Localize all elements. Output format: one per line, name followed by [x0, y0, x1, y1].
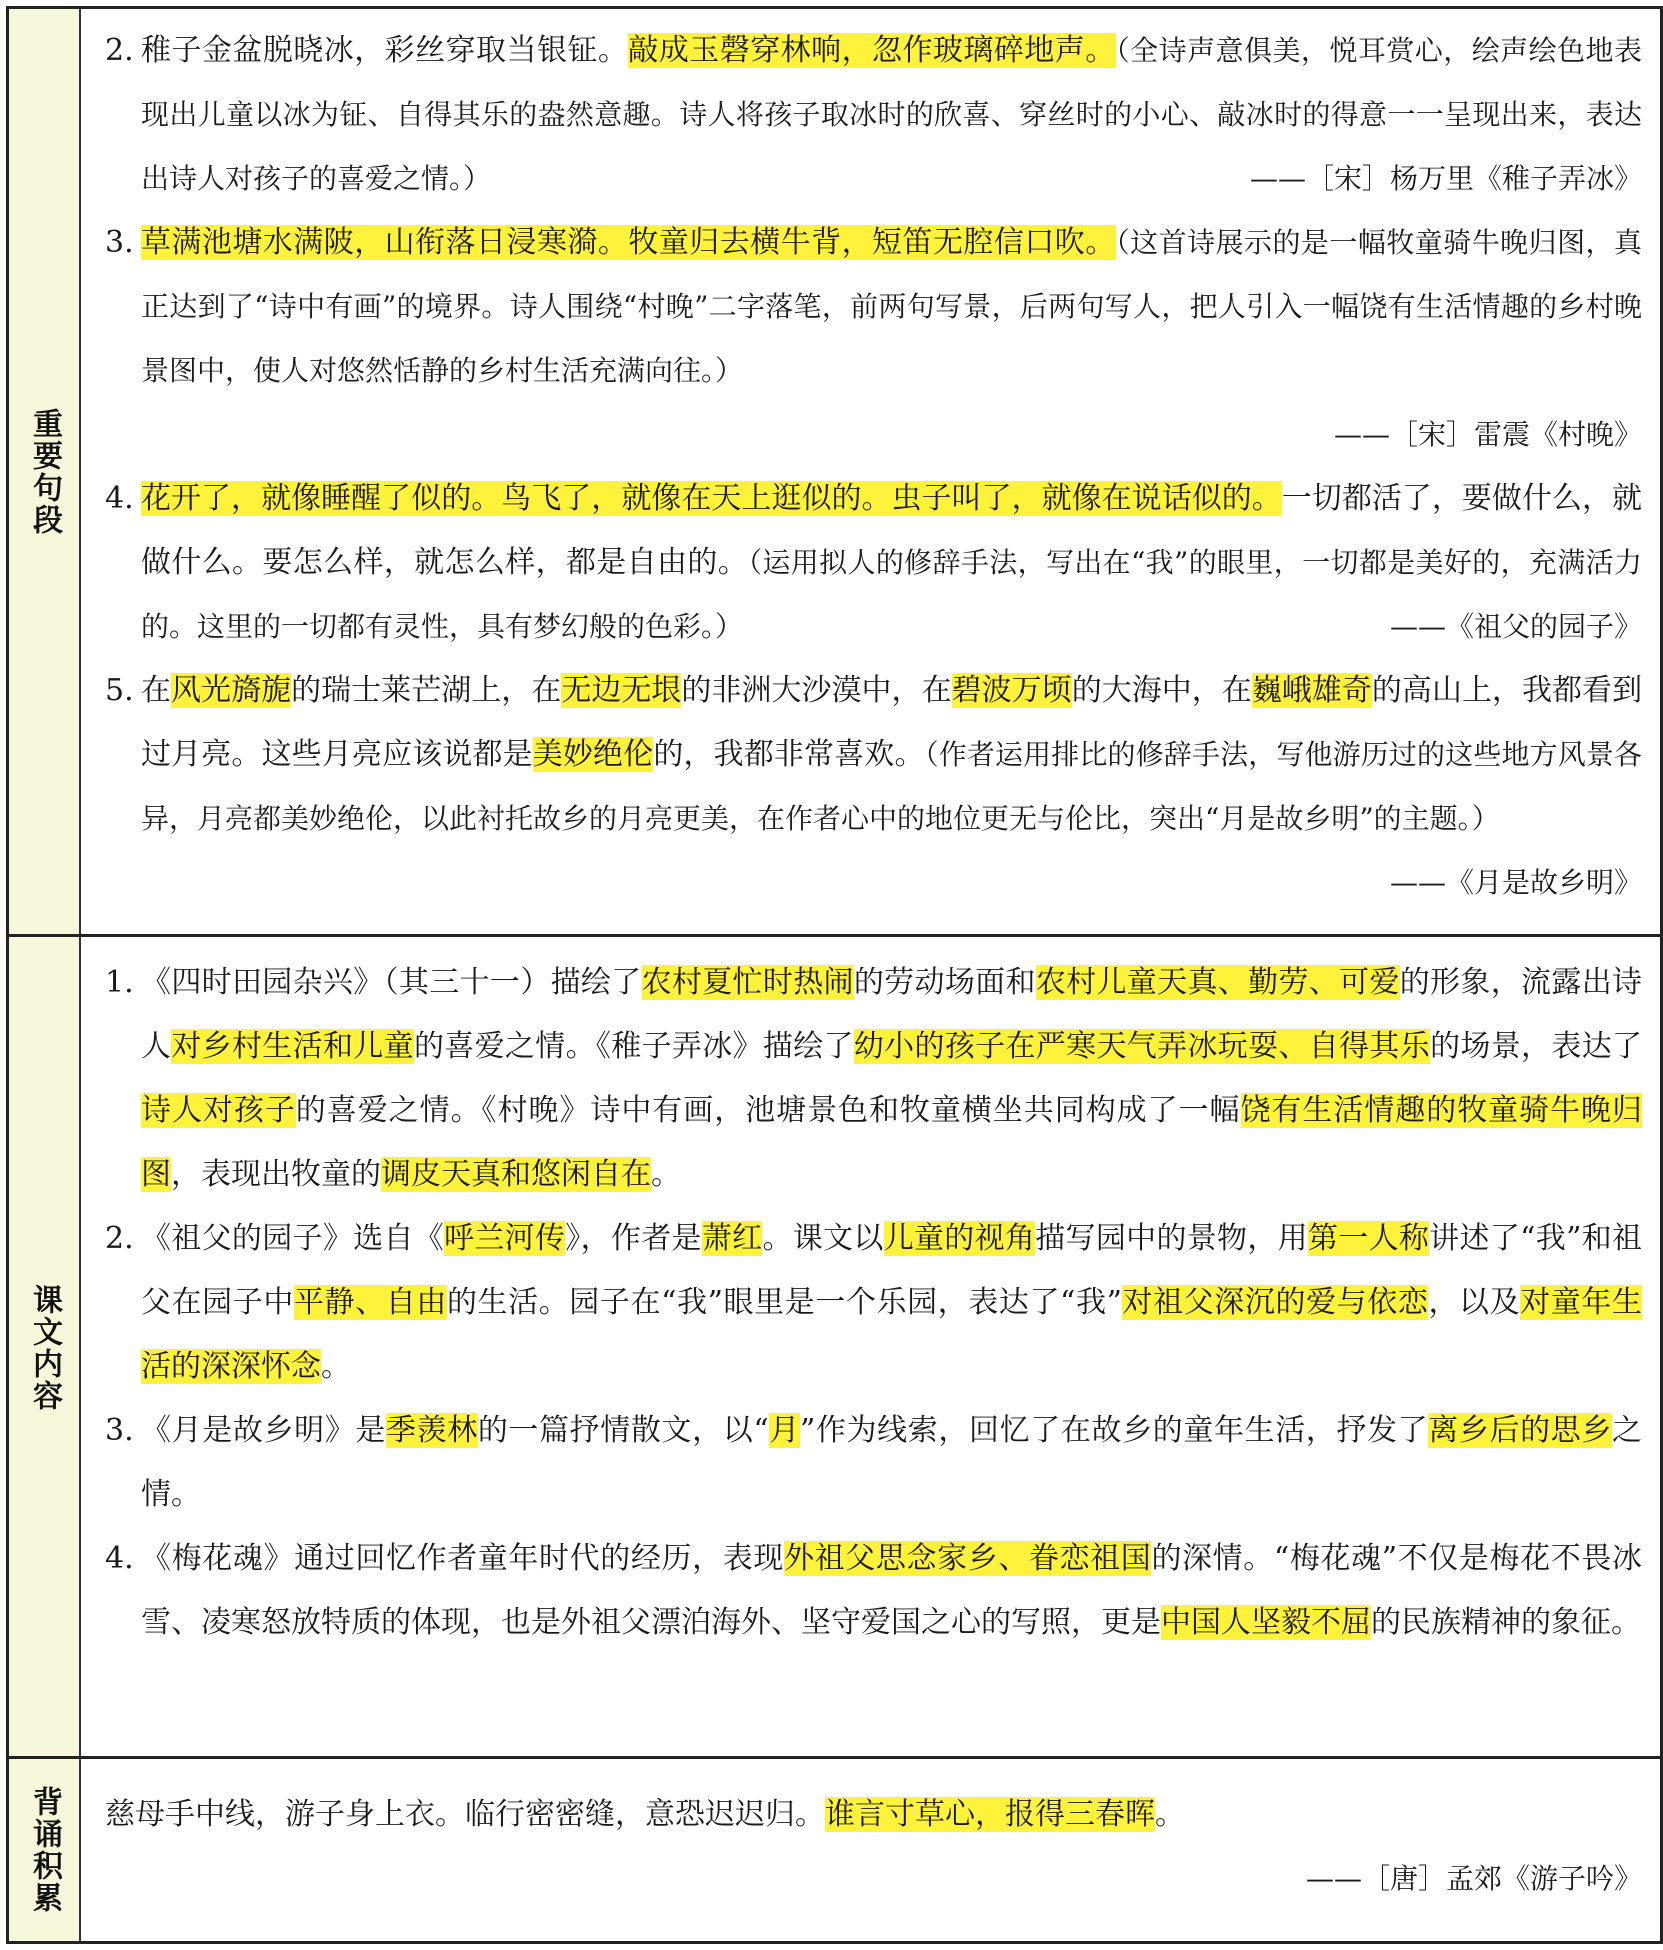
highlighted-text: 诗人对孩子	[141, 1093, 296, 1128]
list-item	[105, 1207, 1642, 1399]
section-label-text: 课文内容	[27, 1284, 62, 1412]
source-citation: ——《月是故乡明》	[1389, 866, 1642, 899]
source-citation: ——［宋］雷震《村晚》	[1333, 418, 1642, 451]
body-text: ，以及	[1428, 1285, 1521, 1320]
body-text: 慈母手中线，游子身上衣。临行密密缝，意恐迟迟归。	[105, 1797, 825, 1832]
source-citation: ——［宋］杨万里《稚子弄冰》	[1249, 162, 1642, 195]
list-item	[105, 1399, 1642, 1527]
highlighted-text: 巍峨雄奇	[1251, 673, 1372, 708]
body-text: 描写园中的景物，用	[1035, 1221, 1308, 1256]
body-text: 。课文以	[762, 1221, 884, 1256]
section-label	[9, 1759, 81, 1941]
body-text: ，表现出牧童的	[171, 1157, 381, 1192]
section-label-text: 重要句段	[27, 407, 62, 536]
body-text: ”作为线索，回忆了在故乡的童年生活，抒发了	[799, 1413, 1429, 1448]
item-number: 1.	[105, 965, 134, 1000]
highlighted-text: 季羡林	[385, 1413, 478, 1448]
highlighted-text: 饶有生活情趣的牧童骑牛晚归图	[141, 1093, 1643, 1192]
body-text: 。	[321, 1349, 351, 1384]
highlighted-text: 外祖父思念家乡、眷恋祖国	[784, 1541, 1152, 1576]
highlighted-text: 月	[768, 1413, 800, 1448]
section-recitation	[9, 1756, 1660, 1941]
highlighted-text: 调皮天真和悠闲自在	[381, 1157, 651, 1192]
body-text: 》，作者是	[565, 1221, 702, 1256]
list-item	[105, 659, 1642, 915]
section-label	[9, 9, 81, 934]
item-number: 4.	[105, 1541, 134, 1576]
highlighted-text: 谁言寸草心，报得三春晖	[825, 1797, 1155, 1832]
body-text: 的民族精神的象征。	[1371, 1605, 1641, 1640]
highlighted-text: 对乡村生活和儿童	[171, 1029, 414, 1064]
body-text: 稚子金盆脱晓冰，彩丝穿取当银钲。	[141, 33, 629, 68]
highlighted-text: 无边无垠	[561, 673, 682, 708]
highlighted-text: 农村儿童天真、勤劳、可爱	[1035, 965, 1400, 1000]
item-number: 4.	[105, 481, 134, 516]
body-text: 的，我都非常喜欢。	[653, 737, 925, 772]
body-text: 。	[1155, 1797, 1185, 1832]
list-item	[105, 211, 1642, 467]
body-text: 一切都活了，要做什么，就做什么。要怎么样，就怎么样，都是自由的。	[141, 481, 1643, 580]
list-item	[105, 1783, 1642, 1911]
highlighted-text: 平静、自由	[293, 1285, 447, 1320]
source-citation: ——《祖父的园子》	[1389, 610, 1642, 643]
highlighted-text: 草满池塘水满陂，山衔落日浸寒漪。牧童归去横牛背，短笛无腔信口吹。	[141, 225, 1116, 260]
section-label-text: 背诵积累	[27, 1786, 62, 1914]
body-text: 《月是故乡明》是	[141, 1413, 386, 1448]
highlighted-text: 花开了，就像睡醒了似的。鸟飞了，就像在天上逛似的。虫子叫了，就像在说话似的。	[141, 481, 1282, 516]
body-text: 的深情。“梅花魂”不仅是梅花不畏冰雪、凌寒怒放特质的体现，也是外祖父漂泊海外、坚守爱国之心的写照，更是	[141, 1541, 1643, 1640]
section-content	[83, 1759, 1660, 1941]
item-number: 5.	[105, 673, 134, 708]
body-text: 《四时田园杂兴》（其三十一）描绘了	[141, 965, 642, 1000]
body-text: 的劳动场面和	[853, 965, 1036, 1000]
body-text: 在	[141, 673, 172, 708]
body-text: 的喜爱之情。《村晚》诗中有画，池塘景色和牧童横坐共同构成了一幅	[295, 1093, 1241, 1128]
body-text: 之情。	[141, 1413, 1643, 1512]
list-item	[105, 951, 1642, 1207]
highlighted-text: 农村夏忙时热闹	[641, 965, 854, 1000]
body-text: 《梅花魂》通过回忆作者童年时代的经历，表现	[141, 1541, 784, 1576]
body-text: 《祖父的园子》选自《	[141, 1221, 445, 1256]
annotation-text: （全诗声意俱美，悦耳赏心，绘声绘色地表现出儿童以冰为钲、自得其乐的盎然意趣。诗人将孩子取冰时的欣喜、穿丝时的小心、敲冰时的得意一一呈现出来，表达出诗人对孩子的喜爱之情。）	[141, 34, 1642, 195]
body-text: 的高山上，我都看到过月亮。这些月亮应该说都是	[141, 673, 1643, 772]
highlighted-text: 儿童的视角	[883, 1221, 1036, 1256]
highlighted-text: 对童年生活的深深怀念	[141, 1285, 1643, 1384]
highlighted-text: 风光旖旎	[171, 673, 292, 708]
source-citation: ——［唐］孟郊《游子吟》	[1305, 1862, 1642, 1895]
highlighted-text: 敲成玉磬穿林响，忽作玻璃碎地声。	[628, 33, 1116, 68]
section-content	[83, 9, 1660, 934]
body-text: 的场景，表达了	[1430, 1029, 1643, 1064]
item-number: 2.	[105, 33, 134, 68]
body-text: 的大海中，在	[1071, 673, 1252, 708]
highlighted-text: 美妙绝伦	[532, 737, 654, 772]
highlighted-text: 对祖父深沉的爱与依恋	[1121, 1285, 1429, 1320]
annotation-text: （作者运用排比的修辞手法，写他游历过的这些地方风景各异，月亮都美妙绝伦，以此衬托故乡的月亮更美，在作者心中的地位更无与伦比，突出“月是故乡明”的主题。）	[141, 738, 1643, 835]
list-item	[105, 1527, 1642, 1655]
highlighted-text: 离乡后的思乡	[1428, 1413, 1613, 1448]
highlighted-text: 幼小的孩子在严寒天气弄冰玩耍、自得其乐	[853, 1029, 1431, 1064]
body-text: 的瑞士莱芒湖上，在	[291, 673, 562, 708]
body-text: 讲述了“我”和祖父在园子中	[141, 1221, 1643, 1320]
section-content	[83, 937, 1660, 1759]
annotation-text: （运用拟人的修辞手法，写出在“我”的眼里，一切都是美好的，充满活力的。这里的一切都有灵性，具有梦幻般的色彩。）	[141, 546, 1642, 643]
item-number: 2.	[105, 1221, 134, 1256]
section-text-content	[9, 934, 1660, 1759]
item-number: 3.	[105, 1413, 134, 1448]
body-text: 的非洲大沙漠中，在	[681, 673, 952, 708]
section-label	[9, 937, 81, 1759]
body-text: 的一篇抒情散文，以“	[477, 1413, 769, 1448]
body-text: 。	[651, 1157, 681, 1192]
notes-table	[6, 6, 1663, 1944]
highlighted-text: 第一人称	[1307, 1221, 1430, 1256]
annotation-text: （这首诗展示的是一幅牧童骑牛晚归图，真正达到了“诗中有画”的境界。诗人围绕“村晚”二字落笔，前两句写景，后两句写人，把人引入一幅饶有生活情趣的乡村晚景图中，使人对悠然恬静的乡村生活充满向往。）	[141, 226, 1642, 387]
highlighted-text: 碧波万顷	[951, 673, 1072, 708]
list-item	[105, 19, 1642, 211]
highlighted-text: 呼兰河传	[444, 1221, 566, 1256]
highlighted-text: 中国人坚毅不屈	[1161, 1605, 1371, 1640]
item-number: 3.	[105, 225, 134, 260]
body-text: 的生活。园子在“我”眼里是一个乐园，表达了“我”	[446, 1285, 1122, 1320]
highlighted-text: 萧红	[701, 1221, 763, 1256]
list-item	[105, 467, 1642, 659]
section-key-sentences	[9, 9, 1660, 934]
body-text: 的喜爱之情。《稚子弄冰》描绘了	[413, 1029, 854, 1064]
body-text: 的形象，流露出诗人	[141, 965, 1643, 1064]
